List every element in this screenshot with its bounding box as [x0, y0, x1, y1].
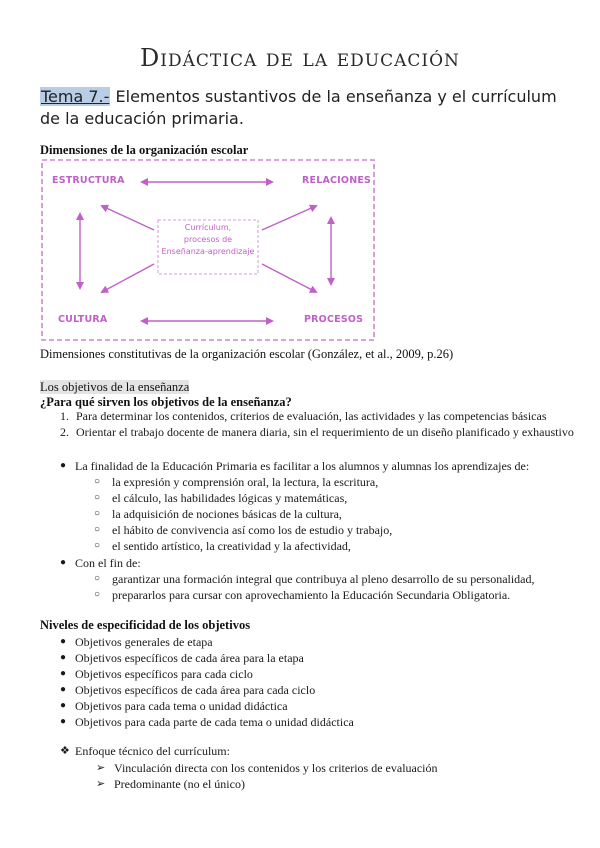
objetivos-heading: Los objetivos de la enseñanza — [40, 380, 190, 394]
arrow-center-procesos — [262, 264, 316, 292]
list-item: ○ el hábito de convivencia así como los de estudio y trabajo, — [94, 523, 393, 537]
list-item: ○ prepararlos para cursar con aprovechamiento la Educación Secundaria Obligatoria. — [94, 588, 511, 602]
objetivos-numbered-list — [40, 408, 600, 440]
list-item: ➢ Predominante (no el único) — [96, 777, 245, 791]
list-item: ● Objetivos específicos para cada ciclo — [60, 667, 253, 681]
arrow-center-relaciones — [262, 206, 316, 230]
bullet-icon: ● — [60, 700, 67, 711]
list-item: ● Objetivos específicos de cada área para la etapa — [60, 651, 304, 665]
finalidad-list — [40, 458, 580, 474]
niveles-list — [40, 634, 580, 730]
list-item: ○ la adquisición de nociones básicas de la cultura, — [94, 507, 342, 521]
arrow-bullet-icon: ➢ — [96, 778, 106, 790]
tema-label: Tema 7.- — [41, 87, 110, 106]
tema-text: Elementos sustantivos de la enseñanza y el currículum de la educación primaria. — [40, 87, 557, 128]
center-line-1: Currículum, — [184, 223, 232, 232]
circle-bullet-icon: ○ — [94, 573, 101, 584]
fin-sublist — [40, 571, 580, 603]
label-curriculum — [158, 222, 258, 258]
tema-subtitle — [40, 86, 570, 130]
circle-bullet-icon: ○ — [94, 540, 101, 551]
list-item: 2. Orientar el trabajo docente de manera diaria, sin el requerimiento de un diseño planificado y exhaustivo — [72, 424, 600, 440]
center-line-3: Enseñanza-aprendizaje — [161, 247, 255, 256]
objetivos-question: ¿Para qué sirven los objetivos de la enseñanza? — [40, 395, 292, 409]
bullet-icon: ● — [60, 716, 67, 727]
niveles-heading: Niveles de especificidad de los objetivos — [40, 618, 251, 632]
page-title: Didáctica de la educación — [140, 44, 460, 72]
bullet-icon: ● — [60, 652, 67, 663]
bullet-icon: ● — [60, 668, 67, 679]
dimensiones-heading: Dimensiones de la organización escolar — [40, 143, 249, 157]
label-estructura: ESTRUCTURA — [52, 175, 125, 186]
diagram-caption: Dimensiones constitutivas de la organización escolar (González, et al., 2009, p.26) — [40, 347, 454, 361]
bullet-icon: ● — [60, 684, 67, 695]
label-relaciones: RELACIONES — [302, 175, 372, 186]
list-item: ● Objetivos específicos de cada área para cada ciclo — [60, 683, 316, 697]
bullet-icon: ● — [60, 557, 67, 568]
label-cultura: CULTURA — [58, 314, 108, 325]
bullet-icon: ● — [60, 636, 67, 647]
circle-bullet-icon: ○ — [94, 492, 101, 503]
list-item: ● Objetivos para cada tema o unidad didáctica — [60, 699, 288, 713]
fin-list — [40, 555, 580, 571]
bullet-icon: ● — [60, 460, 67, 471]
arrow-center-estructura — [102, 206, 154, 230]
arrow-bullet-icon: ➢ — [96, 762, 106, 774]
list-item: 1. Para determinar los contenidos, criterios de evaluación, las actividades y las competencias básicas — [72, 408, 600, 424]
center-line-2: procesos de — [183, 235, 233, 244]
list-item: ● La finalidad de la Educación Primaria es facilitar a los alumnos y alumnas los aprendizajes de: — [60, 459, 530, 473]
list-item: ○ garantizar una formación integral que contribuya al pleno desarrollo de su personalidad, — [94, 572, 535, 586]
list-item: ● Objetivos para cada parte de cada tema o unidad didáctica — [60, 715, 354, 729]
circle-bullet-icon: ○ — [94, 589, 101, 600]
list-item: ○ la expresión y comprensión oral, la lectura, la escritura, — [94, 475, 379, 489]
enfoque-sublist — [96, 760, 438, 792]
diamond-bullet-icon: ❖ — [60, 745, 70, 757]
list-item: ● Objetivos generales de etapa — [60, 635, 213, 649]
arrow-center-cultura — [102, 264, 154, 292]
list-item: ● Con el fin de: — [60, 556, 141, 570]
finalidad-sublist — [40, 474, 580, 554]
enfoque-item: ❖ Enfoque técnico del currículum: — [60, 744, 230, 758]
circle-bullet-icon: ○ — [94, 476, 101, 487]
list-item: ○ el sentido artístico, la creatividad y la afectividad, — [94, 539, 351, 553]
label-procesos: PROCESOS — [304, 314, 364, 325]
circle-bullet-icon: ○ — [94, 508, 101, 519]
organization-diagram — [40, 158, 376, 342]
list-item: ➢ Vinculación directa con los contenidos y los criterios de evaluación — [96, 761, 438, 775]
circle-bullet-icon: ○ — [94, 524, 101, 535]
list-item: ○ el cálculo, las habilidades lógicas y matemáticas, — [94, 491, 348, 505]
